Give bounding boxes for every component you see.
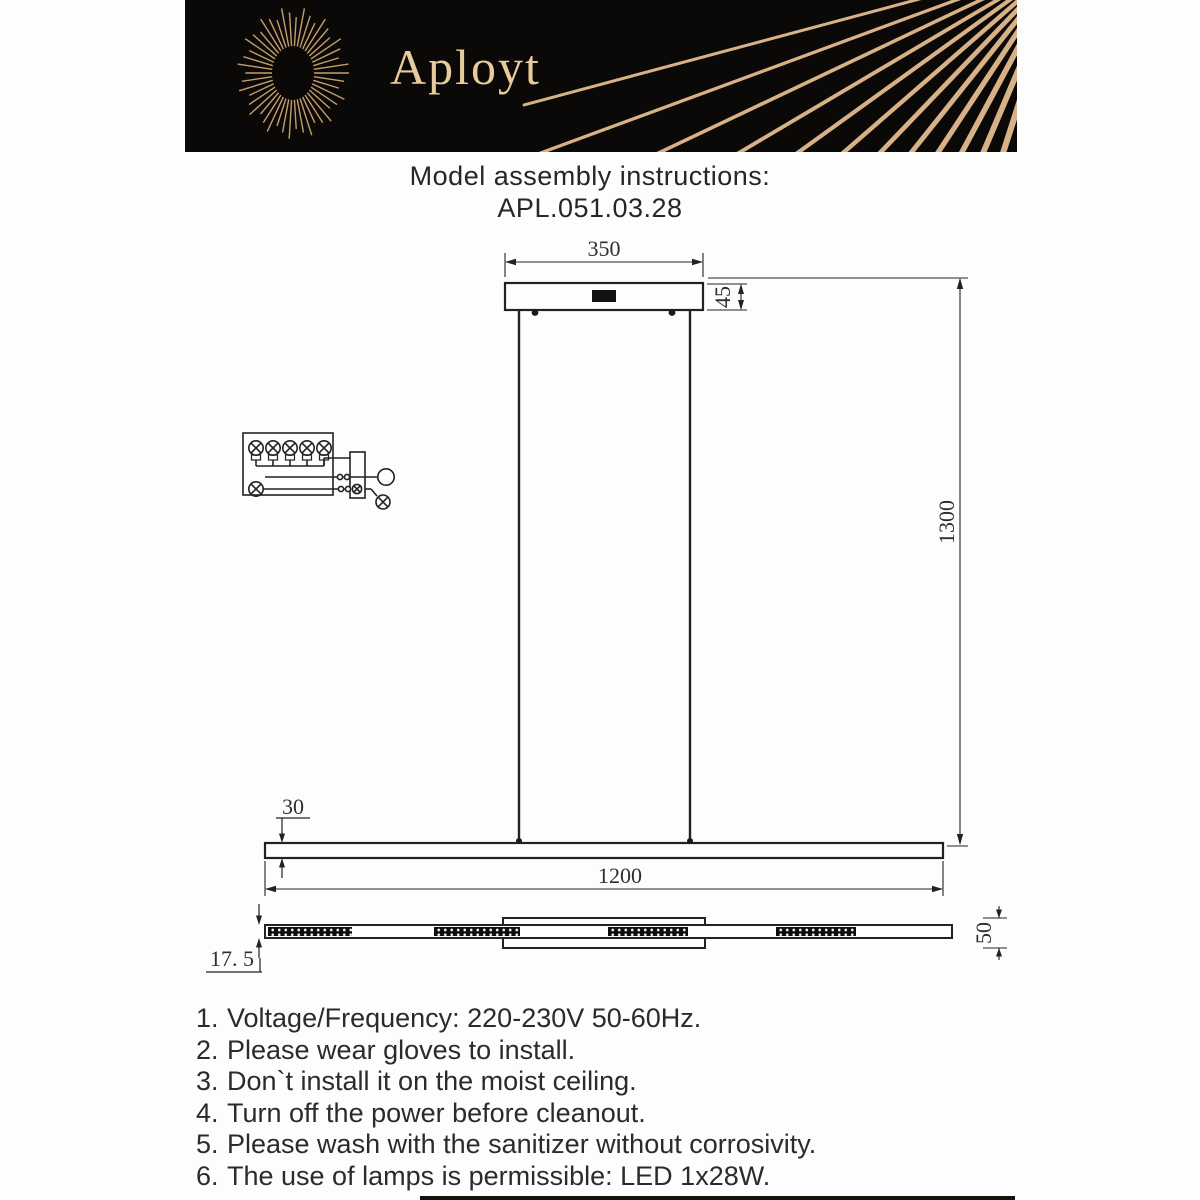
instruction-item — [196, 1066, 1056, 1098]
instruction-item — [196, 1098, 1056, 1130]
instruction-number: 4. — [196, 1097, 219, 1128]
instruction-item — [196, 1129, 1056, 1161]
page-title: Model assembly instructions: — [409, 161, 771, 191]
led-strip-segment-4 — [776, 927, 856, 936]
instruction-text: Voltage/Frequency: 220-230V 50-60Hz. — [227, 1003, 702, 1033]
dim-drop-height-label: 1300 — [934, 500, 959, 544]
wiring-diagram — [243, 433, 394, 509]
footer-banner-edge — [420, 1196, 1015, 1200]
lamp-bar-side-view — [265, 838, 943, 858]
instruction-item — [196, 1035, 1056, 1067]
led-strip-segment-3 — [608, 927, 688, 936]
instructions-list — [196, 1003, 1056, 1193]
instruction-number: 5. — [196, 1129, 219, 1160]
instruction-text: Turn off the power before cleanout. — [227, 1097, 646, 1128]
instruction-item — [196, 1003, 1056, 1035]
instruction-text: The use of lamps is permissible: LED 1x28W. — [227, 1160, 771, 1191]
model-number: APL.051.03.28 — [497, 193, 683, 223]
dim-bar-length-label: 1200 — [598, 863, 642, 888]
title-block — [0, 160, 1180, 224]
suspension-wires — [519, 310, 690, 842]
canopy-top-view — [505, 283, 703, 316]
led-strip-segment-2 — [434, 927, 520, 936]
dim-1300 — [708, 278, 968, 846]
dim-bar-height-label: 30 — [282, 794, 304, 819]
brand-wordmark: Aployt — [390, 39, 541, 95]
dim-housing-height-label: 50 — [971, 922, 996, 944]
dim-profile-height-label: 17. 5 — [210, 946, 254, 971]
instruction-number: 2. — [196, 1034, 219, 1065]
instruction-number: 1. — [196, 1003, 219, 1033]
brand-banner — [185, 0, 1017, 152]
sunburst-logo-icon — [238, 8, 349, 138]
instruction-text: Don`t install it on the moist ceiling. — [227, 1066, 637, 1097]
instruction-text: Please wash with the sanitizer without corrosivity. — [227, 1129, 817, 1160]
dim-canopy-width-label: 350 — [587, 236, 621, 261]
instruction-number: 6. — [196, 1160, 219, 1191]
instruction-number: 3. — [196, 1066, 219, 1097]
led-strip-segment-1 — [268, 927, 352, 936]
dim-30 — [276, 818, 310, 878]
instruction-text: Please wear gloves to install. — [227, 1034, 576, 1065]
dim-canopy-height-label: 45 — [710, 286, 735, 308]
instruction-item — [196, 1161, 1056, 1193]
